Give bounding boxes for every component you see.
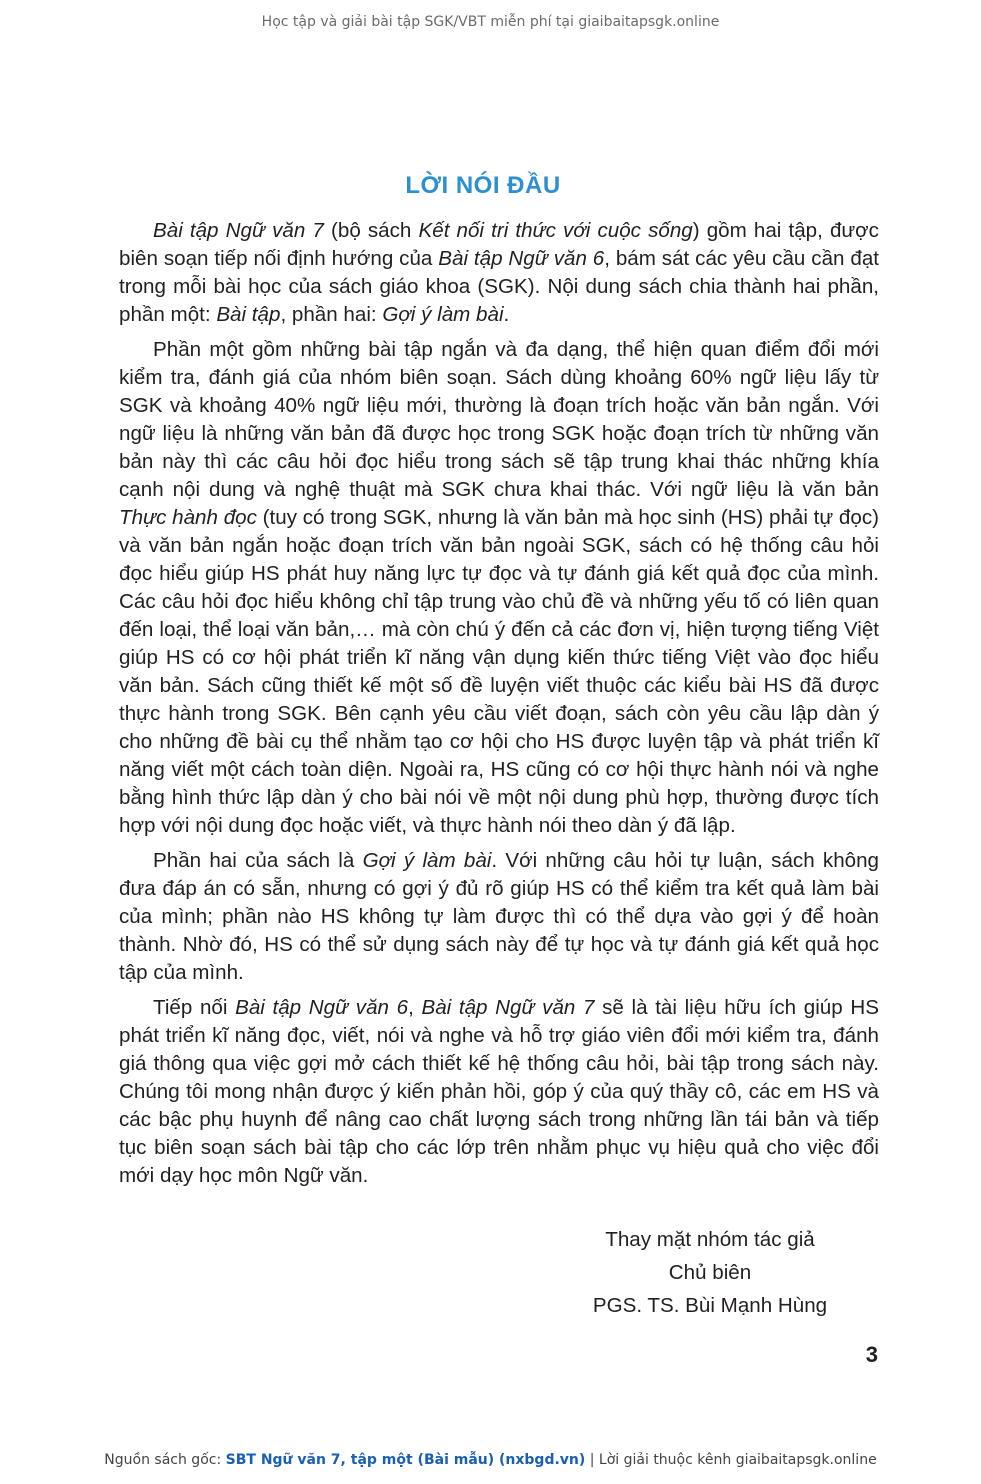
paragraph-text: Phần hai của sách là — [153, 849, 363, 872]
page-number: 3 — [865, 1342, 878, 1367]
body-content — [119, 217, 879, 1197]
footer-suffix: Lời giải thuộc kênh giaibaitapsgk.online — [598, 1452, 877, 1468]
paragraph — [119, 336, 879, 840]
italic-title-text: Bài tập — [216, 303, 281, 326]
signature-role: Thay mặt nhóm tác giả — [605, 1228, 815, 1251]
italic-title-text: Thực hành đọc — [119, 506, 257, 529]
paragraph-text: . Với những câu hỏi tự luận, sách không đưa đáp án có sẵn, nhưng có gợi ý đủ rõ giúp HS có thể kiểm tra kết quả làm bài của mình; phần nào HS không tự làm được thì có thể dựa vào gợi ý để hoàn thành. Nhờ đó, HS có thể sử dụng sách này để tự học và tự đánh giá kết quả học tập của mình. — [119, 849, 880, 984]
source-link[interactable]: SBT Ngữ văn 7, tập một (Bài mẫu) (nxbgd.vn) — [225, 1452, 586, 1468]
paragraph-text: (tuy có trong SGK, nhưng là văn bản mà học sinh (HS) phải tự đọc) và văn bản ngắn hoặc đoạn trích văn bản ngoài SGK, sách có hệ thống câu hỏi đọc hiểu giúp HS phát huy năng lực tự đọc và tự đánh giá kết quả đọc của mình. Các câu hỏi đọc hiểu không chỉ tập trung vào chủ đề và những yếu tố có liên quan đến loại, thể loại văn bản,… mà còn chú ý đến cả các đơn vị, hiện tượng tiếng Việt giúp HS có cơ hội phát triển kĩ năng vận dụng kiến thức tiếng Việt vào đọc hiểu văn bản. Sách cũng thiết kế một số đề luyện viết thuộc các kiểu bài HS đã được thực hành trong SGK. Bên cạnh yêu cầu viết đoạn, sách còn yêu cầu lập dàn ý cho những đề bài cụ thể nhằm tạo cơ hội cho HS được luyện tập và phát triển kĩ năng viết một cách toàn diện. Ngoài ra, HS cũng có cơ hội thực hành nói và nghe bằng hình thức lập dàn ý cho bài nói về một nội dung phù hợp, thường được tích hợp với nội dung đọc hoặc viết, và thực hành nói theo dàn ý đã lập. — [119, 506, 879, 837]
paragraph-text: , phần hai: — [280, 303, 383, 326]
italic-title-text: Gợi ý làm bài — [382, 303, 504, 326]
signature-title: Chủ biên — [668, 1261, 752, 1284]
paragraph-text: ) gồm hai tập, được biên soạn tiếp nối định hướng của — [119, 219, 879, 270]
paragraph-text: Tiếp nối — [153, 996, 236, 1019]
top-banner: Học tập và giải bài tập SGK/VBT miễn phí tại giaibaitapsgk.online — [261, 14, 720, 30]
italic-title-text: Kết nối tri thức với cuộc sống — [418, 219, 693, 242]
paragraph — [119, 217, 879, 329]
paragraph-text: Phần một gồm những bài tập ngắn và đa dạng, thể hiện quan điểm đổi mới kiểm tra, đánh giá của nhóm biên soạn. Sách dùng khoảng 60% ngữ liệu lấy từ SGK và khoảng 40% ngữ liệu mới, thường là đoạn trích hoặc văn bản ngắn. Với ngữ liệu là những văn bản đã được học trong SGK hoặc đoạn trích từ những văn bản này thì các câu hỏi đọc hiểu trong sách sẽ tập trung khai thác những khía cạnh nội dung và nghệ thuật mà SGK chưa khai thác. Với ngữ liệu là văn bản — [119, 338, 879, 501]
italic-title-text: Bài tập Ngữ văn 6 — [438, 247, 605, 270]
footer-prefix: Nguồn sách gốc: — [104, 1452, 226, 1468]
paragraph-text: , — [408, 996, 422, 1019]
italic-title-text: Bài tập Ngữ văn 7 — [421, 996, 595, 1019]
signature-block — [540, 1223, 880, 1322]
page-title: LỜI NÓI ĐẦU — [405, 172, 561, 199]
footer-separator: | — [585, 1452, 599, 1468]
signature-name: PGS. TS. Bùi Mạnh Hùng — [592, 1294, 828, 1317]
paragraph — [119, 994, 879, 1190]
italic-title-text: Bài tập Ngữ văn 6 — [235, 996, 409, 1019]
italic-title-text: Gợi ý làm bài — [362, 849, 492, 872]
paragraph-text: , bám sát các yêu cầu cần đạt trong mỗi bài học của sách giáo khoa (SGK). Nội dung sách chia thành hai phần, phần một: — [119, 247, 879, 326]
italic-title-text: Bài tập Ngữ văn 7 — [153, 219, 324, 242]
paragraph-text: (bộ sách — [323, 219, 419, 242]
paragraph-text: sẽ là tài liệu hữu ích giúp HS phát triển kĩ năng đọc, viết, nói và nghe và hỗ trợ giáo viên đổi mới kiểm tra, đánh giá thông qua việc gợi mở cách thiết kế hệ thống câu hỏi, bài tập trong sách này. Chúng tôi mong nhận được ý kiến phản hồi, góp ý của quý thầy cô, các em HS và các bậc phụ huynh để nâng cao chất lượng sách trong những lần tái bản và tiếp tục biên soạn sách bài tập cho các lớp trên nhằm phục vụ hiệu quả cho việc đổi mới dạy học môn Ngữ văn. — [119, 996, 879, 1187]
paragraph-text: . — [503, 303, 510, 326]
paragraph — [119, 847, 879, 987]
bottom-banner — [0, 1452, 981, 1468]
